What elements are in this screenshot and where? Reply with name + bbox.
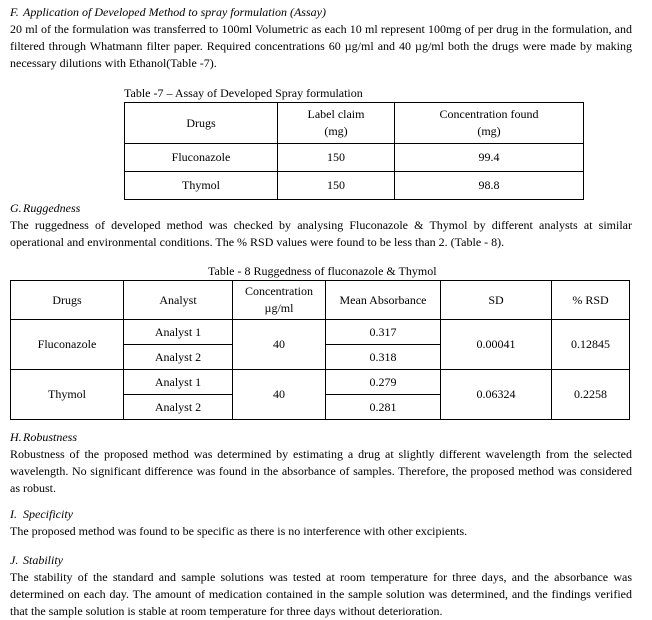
section-h-letter: H.: [10, 430, 22, 444]
section-i: [10, 506, 632, 540]
table-7-cell: 99.4: [395, 144, 584, 172]
table-row: [125, 144, 584, 172]
table-8-header-row: [11, 281, 630, 320]
table-8-sd: 0.06324: [441, 370, 552, 420]
section-f-text: 20 ml of the formulation was transferred to 100ml Volumetric as each 10 ml represent 100mg of per drug in the formulation, and filtered through Whatmann filter paper. Required concentrations 60 µg/ml and 40 µg/ml both the drugs were made by making necessary dilutions with Ethanol(Table -7).: [10, 22, 632, 70]
section-f-heading: [10, 4, 632, 21]
table-8-caption: Table - 8 Ruggedness of fluconazole & Thymol: [208, 264, 437, 278]
section-g-heading: [10, 200, 632, 217]
section-h-heading: [10, 429, 632, 446]
section-j-text: The stability of the standard and sample solutions was tested at room temperature for three days, and the absorbance was determined on each day. The amount of medication contained in the sample solution was determined, and the findings verified that the sample solution is stable at room temperature for three days without deterioration.: [10, 570, 632, 618]
table-7-cell: 150: [278, 144, 395, 172]
section-i-heading: [10, 506, 632, 523]
section-h-title: Robustness: [23, 430, 77, 444]
table-7-cell: Thymol: [125, 172, 278, 200]
table-8-concentration: 40: [233, 370, 326, 420]
section-i-title: Specificity: [23, 507, 73, 521]
table-8-analyst: Analyst 1: [124, 320, 233, 345]
table-7-cell: 98.8: [395, 172, 584, 200]
table-8-rsd: 0.12845: [552, 320, 630, 370]
section-f: [10, 4, 632, 72]
table-7-header-label-claim: Label claim (mg): [278, 103, 395, 144]
section-f-letter: F.: [10, 5, 19, 19]
table-8-rsd: 0.2258: [552, 370, 630, 420]
section-j-heading: [10, 552, 632, 569]
table-8-concentration: 40: [233, 320, 326, 370]
table-row: [11, 320, 630, 345]
table-8-absorbance: 0.318: [326, 345, 441, 370]
table-row: [125, 172, 584, 200]
section-g-text: The ruggedness of developed method was checked by analysing Fluconazole & Thymol by different analysts at similar operational and environmental conditions. The % RSD values were found to be less than 2. (Table - 8).: [10, 218, 632, 249]
table-8-header-absorbance: Mean Absorbance: [326, 281, 441, 320]
section-j-title: Stability: [23, 553, 63, 567]
table-row: [11, 370, 630, 395]
table-8-header-drugs: Drugs: [11, 281, 124, 320]
table-7-header-drugs: Drugs: [125, 103, 278, 144]
table-8-analyst: Analyst 1: [124, 370, 233, 395]
table-7-cell: 150: [278, 172, 395, 200]
table-8-header-concentration: Concentration µg/ml: [233, 281, 326, 320]
section-j: [10, 552, 632, 620]
table-8-analyst: Analyst 2: [124, 395, 233, 420]
table-8-absorbance: 0.317: [326, 320, 441, 345]
table-7-header-row: [125, 103, 584, 144]
section-h: [10, 429, 632, 497]
section-g-letter: G.: [10, 201, 22, 215]
table-8: [10, 280, 630, 420]
table-7-cell: Fluconazole: [125, 144, 278, 172]
table-8-header-analyst: Analyst: [124, 281, 233, 320]
table-8-analyst: Analyst 2: [124, 345, 233, 370]
table-8-header-sd: SD: [441, 281, 552, 320]
table-7-header-concentration: Concentration found (mg): [395, 103, 584, 144]
section-i-text: The proposed method was found to be specific as there is no interference with other excipients.: [10, 524, 468, 538]
section-g-title: Ruggedness: [23, 201, 81, 215]
document-page: [10, 4, 632, 618]
table-7: [124, 102, 584, 200]
table-8-absorbance: 0.279: [326, 370, 441, 395]
section-g: [10, 200, 632, 251]
section-j-letter: J.: [10, 553, 19, 567]
section-h-text: Robustness of the proposed method was determined by estimating a drug at slightly different wavelength from the selected wavelength. No significant difference was found in the absorbance of samples. Therefore, the proposed method was considered as robust.: [10, 447, 632, 495]
table-8-absorbance: 0.281: [326, 395, 441, 420]
table-7-caption: Table -7 – Assay of Developed Spray formulation: [124, 86, 363, 100]
table-8-drug: Fluconazole: [11, 320, 124, 370]
section-f-title: Application of Developed Method to spray formulation (Assay): [23, 5, 326, 19]
section-i-letter: I.: [10, 507, 17, 521]
table-8-header-rsd: % RSD: [552, 281, 630, 320]
table-8-drug: Thymol: [11, 370, 124, 420]
table-8-sd: 0.00041: [441, 320, 552, 370]
